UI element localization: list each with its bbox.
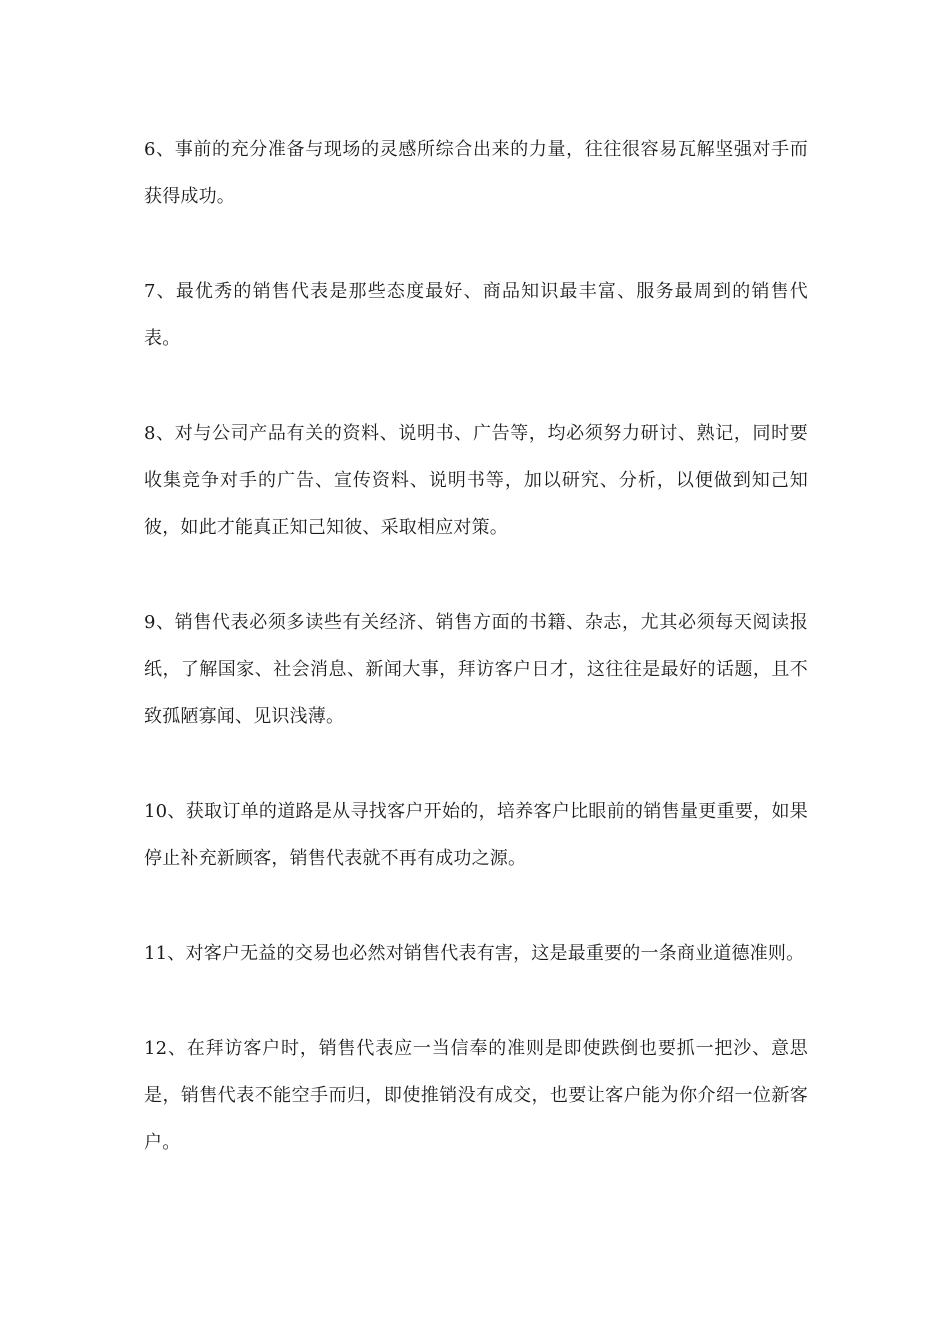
paragraph-12: 12、在拜访客户时，销售代表应一当信奉的准则是即使跌倒也要抓一把沙、意思是，销售代表不能空手而归，即使推销没有成交，也要让客户能为你介绍一位新客户。 xyxy=(144,1038,808,1153)
paragraph-8: 8、对与公司产品有关的资料、说明书、广告等，均必须努力研讨、熟记，同时要收集竞争对手的广告、宣传资料、说明书等，加以研究、分析，以便做到知己知彼，如此才能真正知己知彼、采取相应对策。 xyxy=(144,423,808,538)
paragraph-10: 10、获取订单的道路是从寻找客户开始的，培养客户比眼前的销售量更重要，如果停止补充新顾客，销售代表就不再有成功之源。 xyxy=(144,801,808,869)
paragraph-7: 7、最优秀的销售代表是那些态度最好、商品知识最丰富、服务最周到的销售代表。 xyxy=(144,281,808,349)
paragraph-9: 9、销售代表必须多读些有关经济、销售方面的书籍、杂志，尤其必须每天阅读报纸，了解国家、社会消息、新闻大事，拜访客户日才，这往往是最好的话题，且不致孤陋寡闻、见识浅薄。 xyxy=(144,612,808,727)
document-body xyxy=(144,126,808,1214)
paragraph-6: 6、事前的充分准备与现场的灵感所综合出来的力量，往往很容易瓦解坚强对手而获得成功。 xyxy=(144,139,808,207)
paragraph-11: 11、对客户无益的交易也必然对销售代表有害，这是最重要的一条商业道德准则。 xyxy=(144,943,805,964)
